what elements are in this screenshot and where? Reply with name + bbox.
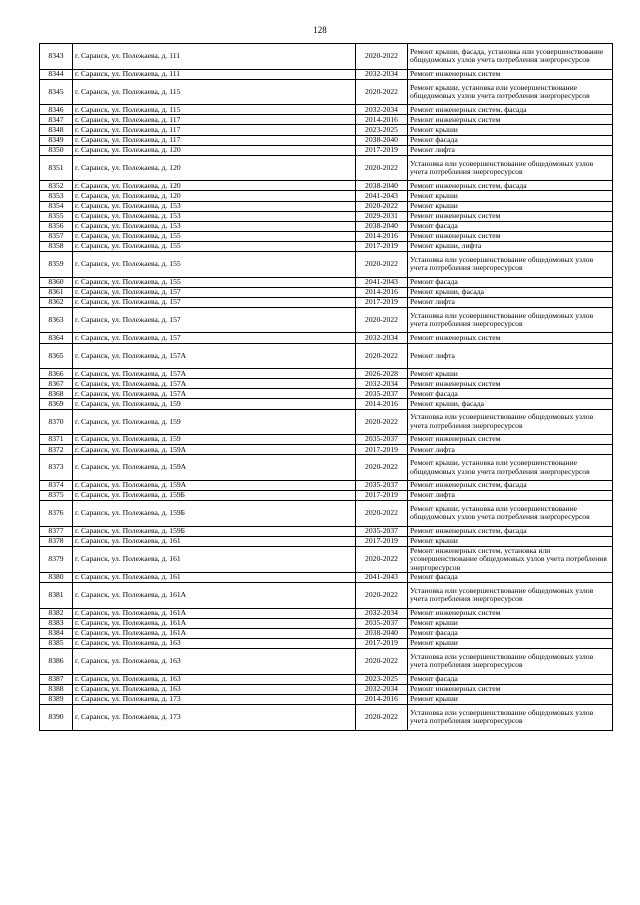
- row-work-type: Ремонт инженерных систем, фасада: [408, 526, 613, 536]
- table-row: [40, 639, 613, 649]
- table-row: [40, 201, 613, 211]
- row-period: 2041-2043: [356, 277, 408, 287]
- row-period: 2032-2034: [356, 379, 408, 389]
- row-period: 2020-2022: [356, 583, 408, 609]
- row-number: 8367: [40, 379, 73, 389]
- row-number: 8350: [40, 145, 73, 155]
- row-address: г. Саранск, ул. Полежаева, д. 163: [73, 639, 356, 649]
- page-number: 128: [313, 25, 327, 35]
- row-address: г. Саранск, ул. Полежаева, д. 157: [73, 287, 356, 297]
- row-work-type: Установка или усовершенствование общедомовых узлов учета потребления энергоресурсов: [408, 155, 613, 181]
- row-work-type: Установка или усовершенствование общедомовых узлов учета потребления энергоресурсов: [408, 705, 613, 731]
- row-address: г. Саранск, ул. Полежаева, д. 161А: [73, 608, 356, 618]
- row-number: 8376: [40, 501, 73, 527]
- row-work-type: Ремонт фасада: [408, 628, 613, 638]
- row-address: г. Саранск, ул. Полежаева, д. 159А: [73, 455, 356, 481]
- row-number: 8386: [40, 649, 73, 675]
- row-address: г. Саранск, ул. Полежаева, д. 120: [73, 181, 356, 191]
- row-number: 8370: [40, 409, 73, 435]
- row-work-type: Ремонт фасада: [408, 573, 613, 583]
- row-period: 2032-2034: [356, 684, 408, 694]
- row-period: 2020-2022: [356, 455, 408, 481]
- row-period: 2020-2022: [356, 705, 408, 731]
- row-work-type: Ремонт инженерных систем, фасада: [408, 480, 613, 490]
- row-number: 8363: [40, 307, 73, 333]
- row-number: 8377: [40, 526, 73, 536]
- table-row: [40, 445, 613, 455]
- row-address: г. Саранск, ул. Полежаева, д. 117: [73, 125, 356, 135]
- row-period: 2023-2025: [356, 125, 408, 135]
- row-address: г. Саранск, ул. Полежаева, д. 111: [73, 69, 356, 79]
- row-work-type: Ремонт крыши, установка или усовершенствование общедомовых узлов учета потребления энергоресурсов: [408, 455, 613, 481]
- table-row: [40, 252, 613, 278]
- row-number: 8375: [40, 491, 73, 501]
- row-work-type: Ремонт инженерных систем: [408, 211, 613, 221]
- row-number: 8353: [40, 191, 73, 201]
- row-period: 2032-2034: [356, 105, 408, 115]
- row-number: 8344: [40, 69, 73, 79]
- row-period: 2035-2037: [356, 526, 408, 536]
- row-work-type: Ремонт инженерных систем: [408, 115, 613, 125]
- row-address: г. Саранск, ул. Полежаева, д. 155: [73, 231, 356, 241]
- row-number: 8345: [40, 79, 73, 105]
- row-address: г. Саранск, ул. Полежаева, д. 120: [73, 155, 356, 181]
- row-period: 2014-2016: [356, 399, 408, 409]
- row-address: г. Саранск, ул. Полежаева, д. 153: [73, 211, 356, 221]
- table-row: [40, 155, 613, 181]
- row-address: г. Саранск, ул. Полежаева, д. 173: [73, 705, 356, 731]
- row-address: г. Саранск, ул. Полежаева, д. 161А: [73, 583, 356, 609]
- row-number: 8369: [40, 399, 73, 409]
- row-address: г. Саранск, ул. Полежаева, д. 159: [73, 409, 356, 435]
- row-number: 8359: [40, 252, 73, 278]
- table-body: [40, 44, 613, 731]
- row-work-type: Ремонт крыши, фасада: [408, 399, 613, 409]
- row-number: 8365: [40, 343, 73, 369]
- row-number: 8354: [40, 201, 73, 211]
- row-period: 2035-2037: [356, 618, 408, 628]
- row-number: 8366: [40, 369, 73, 379]
- row-period: 2035-2037: [356, 435, 408, 445]
- row-address: г. Саранск, ул. Полежаева, д. 155: [73, 241, 356, 251]
- row-period: 2038-2040: [356, 135, 408, 145]
- row-work-type: Ремонт крыши, лифта: [408, 241, 613, 251]
- row-number: 8379: [40, 546, 73, 572]
- row-period: 2029-2031: [356, 211, 408, 221]
- table-row: [40, 501, 613, 527]
- table-row: [40, 44, 613, 70]
- row-work-type: Ремонт крыши: [408, 191, 613, 201]
- table-row: [40, 480, 613, 490]
- row-work-type: Ремонт лифта: [408, 491, 613, 501]
- table-row: [40, 277, 613, 287]
- row-address: г. Саранск, ул. Полежаева, д. 115: [73, 105, 356, 115]
- row-work-type: Ремонт лифта: [408, 145, 613, 155]
- row-number: 8358: [40, 241, 73, 251]
- row-work-type: Ремонт лифта: [408, 445, 613, 455]
- row-number: 8378: [40, 536, 73, 546]
- row-work-type: Ремонт инженерных систем: [408, 684, 613, 694]
- row-work-type: Ремонт крыши: [408, 536, 613, 546]
- row-number: 8373: [40, 455, 73, 481]
- table-row: [40, 526, 613, 536]
- table-row: [40, 409, 613, 435]
- table-row: [40, 307, 613, 333]
- table-row: [40, 649, 613, 675]
- row-number: 8388: [40, 684, 73, 694]
- row-period: 2020-2022: [356, 409, 408, 435]
- row-period: 2017-2019: [356, 536, 408, 546]
- row-work-type: Ремонт крыши, фасада: [408, 287, 613, 297]
- repair-schedule-table: [39, 43, 613, 731]
- table-row: [40, 608, 613, 618]
- row-address: г. Саранск, ул. Полежаева, д. 161А: [73, 628, 356, 638]
- row-address: г. Саранск, ул. Полежаева, д. 155: [73, 277, 356, 287]
- table-row: [40, 221, 613, 231]
- row-period: 2017-2019: [356, 639, 408, 649]
- row-period: 2038-2040: [356, 628, 408, 638]
- row-period: 2017-2019: [356, 241, 408, 251]
- table-row: [40, 435, 613, 445]
- row-address: г. Саранск, ул. Полежаева, д. 161: [73, 536, 356, 546]
- table-row: [40, 105, 613, 115]
- row-work-type: Ремонт инженерных систем, фасада: [408, 181, 613, 191]
- row-address: г. Саранск, ул. Полежаева, д. 159Б: [73, 526, 356, 536]
- row-period: 2017-2019: [356, 445, 408, 455]
- table-row: [40, 546, 613, 572]
- row-number: 8380: [40, 573, 73, 583]
- row-number: 8390: [40, 705, 73, 731]
- row-address: г. Саранск, ул. Полежаева, д. 159Б: [73, 501, 356, 527]
- row-work-type: Ремонт крыши, установка или усовершенствование общедомовых узлов учета потребления энергоресурсов: [408, 501, 613, 527]
- row-period: 2017-2019: [356, 491, 408, 501]
- row-period: 2038-2040: [356, 181, 408, 191]
- row-number: 8384: [40, 628, 73, 638]
- table-row: [40, 287, 613, 297]
- row-work-type: Ремонт крыши: [408, 639, 613, 649]
- row-period: 2017-2019: [356, 145, 408, 155]
- table-row: [40, 135, 613, 145]
- row-period: 2014-2016: [356, 231, 408, 241]
- row-work-type: Ремонт крыши, фасада, установка или усовершенствование общедомовых узлов учета потребления энергоресурсов: [408, 44, 613, 70]
- table-row: [40, 694, 613, 704]
- row-number: 8383: [40, 618, 73, 628]
- row-period: 2020-2022: [356, 201, 408, 211]
- table-row: [40, 399, 613, 409]
- table-row: [40, 573, 613, 583]
- row-address: г. Саранск, ул. Полежаева, д. 163: [73, 649, 356, 675]
- row-address: г. Саранск, ул. Полежаева, д. 117: [73, 115, 356, 125]
- row-number: 8374: [40, 480, 73, 490]
- row-address: г. Саранск, ул. Полежаева, д. 157А: [73, 379, 356, 389]
- row-number: 8364: [40, 333, 73, 343]
- row-address: г. Саранск, ул. Полежаева, д. 117: [73, 135, 356, 145]
- table-row: [40, 79, 613, 105]
- row-address: г. Саранск, ул. Полежаева, д. 157: [73, 307, 356, 333]
- row-address: г. Саранск, ул. Полежаева, д. 161: [73, 546, 356, 572]
- row-number: 8352: [40, 181, 73, 191]
- row-period: 2032-2034: [356, 333, 408, 343]
- row-period: 2017-2019: [356, 297, 408, 307]
- row-period: 2035-2037: [356, 389, 408, 399]
- row-address: г. Саранск, ул. Полежаева, д. 161: [73, 573, 356, 583]
- row-address: г. Саранск, ул. Полежаева, д. 111: [73, 44, 356, 70]
- row-address: г. Саранск, ул. Полежаева, д. 153: [73, 201, 356, 211]
- row-work-type: Ремонт крыши: [408, 694, 613, 704]
- row-number: 8348: [40, 125, 73, 135]
- row-period: 2020-2022: [356, 79, 408, 105]
- row-work-type: Ремонт фасада: [408, 674, 613, 684]
- table-row: [40, 674, 613, 684]
- row-address: г. Саранск, ул. Полежаева, д. 159: [73, 435, 356, 445]
- row-number: 8382: [40, 608, 73, 618]
- row-period: 2035-2037: [356, 480, 408, 490]
- row-period: 2014-2016: [356, 115, 408, 125]
- row-period: 2020-2022: [356, 252, 408, 278]
- row-work-type: Ремонт инженерных систем, установка или усовершенствование общедомовых узлов учета потребления энергоресурсов: [408, 546, 613, 572]
- row-work-type: Установка или усовершенствование общедомовых узлов учета потребления энергоресурсов: [408, 252, 613, 278]
- row-work-type: Ремонт крыши: [408, 369, 613, 379]
- table-row: [40, 297, 613, 307]
- row-address: г. Саранск, ул. Полежаева, д. 163: [73, 674, 356, 684]
- table-row: [40, 333, 613, 343]
- row-address: г. Саранск, ул. Полежаева, д. 161А: [73, 618, 356, 628]
- row-period: 2014-2016: [356, 287, 408, 297]
- table-row: [40, 705, 613, 731]
- row-period: 2020-2022: [356, 307, 408, 333]
- row-period: 2020-2022: [356, 546, 408, 572]
- row-number: 8343: [40, 44, 73, 70]
- row-address: г. Саранск, ул. Полежаева, д. 120: [73, 145, 356, 155]
- row-work-type: Установка или усовершенствование общедомовых узлов учета потребления энергоресурсов: [408, 307, 613, 333]
- row-work-type: Ремонт лифта: [408, 343, 613, 369]
- row-number: 8351: [40, 155, 73, 181]
- row-number: 8356: [40, 221, 73, 231]
- row-work-type: Установка или усовершенствование общедомовых узлов учета потребления энергоресурсов: [408, 583, 613, 609]
- table-row: [40, 115, 613, 125]
- table-row: [40, 491, 613, 501]
- row-work-type: Ремонт инженерных систем: [408, 435, 613, 445]
- row-period: 2020-2022: [356, 501, 408, 527]
- row-period: 2020-2022: [356, 649, 408, 675]
- row-period: 2020-2022: [356, 343, 408, 369]
- table-row: [40, 343, 613, 369]
- row-number: 8357: [40, 231, 73, 241]
- row-work-type: Ремонт фасада: [408, 221, 613, 231]
- row-address: г. Саранск, ул. Полежаева, д. 157А: [73, 343, 356, 369]
- table-row: [40, 628, 613, 638]
- row-number: 8355: [40, 211, 73, 221]
- table-row: [40, 211, 613, 221]
- row-work-type: Ремонт инженерных систем: [408, 69, 613, 79]
- row-period: 2023-2025: [356, 674, 408, 684]
- row-work-type: Установка или усовершенствование общедомовых узлов учета потребления энергоресурсов: [408, 649, 613, 675]
- table-row: [40, 241, 613, 251]
- row-address: г. Саранск, ул. Полежаева, д. 157: [73, 297, 356, 307]
- row-work-type: Ремонт фасада: [408, 135, 613, 145]
- row-work-type: Ремонт инженерных систем: [408, 379, 613, 389]
- table-row: [40, 145, 613, 155]
- row-address: г. Саранск, ул. Полежаева, д. 157А: [73, 369, 356, 379]
- row-work-type: Ремонт инженерных систем: [408, 231, 613, 241]
- row-work-type: Ремонт инженерных систем, фасада: [408, 105, 613, 115]
- table-row: [40, 455, 613, 481]
- row-address: г. Саранск, ул. Полежаева, д. 159: [73, 399, 356, 409]
- row-number: 8368: [40, 389, 73, 399]
- row-address: г. Саранск, ул. Полежаева, д. 159А: [73, 445, 356, 455]
- row-number: 8372: [40, 445, 73, 455]
- row-work-type: Ремонт крыши: [408, 201, 613, 211]
- row-address: г. Саранск, ул. Полежаева, д. 153: [73, 221, 356, 231]
- table-row: [40, 69, 613, 79]
- row-period: 2041-2043: [356, 191, 408, 201]
- row-number: 8362: [40, 297, 73, 307]
- table-row: [40, 125, 613, 135]
- table-row: [40, 389, 613, 399]
- row-number: 8349: [40, 135, 73, 145]
- row-work-type: Ремонт крыши: [408, 125, 613, 135]
- row-work-type: Ремонт фасада: [408, 389, 613, 399]
- row-period: 2020-2022: [356, 44, 408, 70]
- row-period: 2020-2022: [356, 155, 408, 181]
- row-number: 8371: [40, 435, 73, 445]
- row-work-type: Ремонт крыши, установка или усовершенствование общедомовых узлов учета потребления энергоресурсов: [408, 79, 613, 105]
- row-address: г. Саранск, ул. Полежаева, д. 159А: [73, 480, 356, 490]
- row-address: г. Саранск, ул. Полежаева, д. 163: [73, 684, 356, 694]
- table-row: [40, 379, 613, 389]
- row-address: г. Саранск, ул. Полежаева, д. 157А: [73, 389, 356, 399]
- row-number: 8389: [40, 694, 73, 704]
- row-period: 2038-2040: [356, 221, 408, 231]
- table-row: [40, 191, 613, 201]
- table-row: [40, 536, 613, 546]
- row-number: 8360: [40, 277, 73, 287]
- row-period: 2026-2028: [356, 369, 408, 379]
- row-period: 2014-2016: [356, 694, 408, 704]
- row-address: г. Саранск, ул. Полежаева, д. 115: [73, 79, 356, 105]
- row-number: 8387: [40, 674, 73, 684]
- table-row: [40, 181, 613, 191]
- row-number: 8361: [40, 287, 73, 297]
- row-address: г. Саранск, ул. Полежаева, д. 159Б: [73, 491, 356, 501]
- table-row: [40, 369, 613, 379]
- row-number: 8346: [40, 105, 73, 115]
- row-address: г. Саранск, ул. Полежаева, д. 173: [73, 694, 356, 704]
- row-work-type: Ремонт фасада: [408, 277, 613, 287]
- row-work-type: Установка или усовершенствование общедомовых узлов учета потребления энергоресурсов: [408, 409, 613, 435]
- row-work-type: Ремонт лифта: [408, 297, 613, 307]
- table-row: [40, 618, 613, 628]
- row-number: 8385: [40, 639, 73, 649]
- table-row: [40, 583, 613, 609]
- row-work-type: Ремонт инженерных систем: [408, 608, 613, 618]
- row-address: г. Саранск, ул. Полежаева, д. 157: [73, 333, 356, 343]
- table-row: [40, 231, 613, 241]
- row-work-type: Ремонт крыши: [408, 618, 613, 628]
- row-address: г. Саранск, ул. Полежаева, д. 120: [73, 191, 356, 201]
- table-row: [40, 684, 613, 694]
- row-number: 8347: [40, 115, 73, 125]
- row-period: 2032-2034: [356, 608, 408, 618]
- row-number: 8381: [40, 583, 73, 609]
- row-work-type: Ремонт инженерных систем: [408, 333, 613, 343]
- row-address: г. Саранск, ул. Полежаева, д. 155: [73, 252, 356, 278]
- row-period: 2032-2034: [356, 69, 408, 79]
- row-period: 2041-2043: [356, 573, 408, 583]
